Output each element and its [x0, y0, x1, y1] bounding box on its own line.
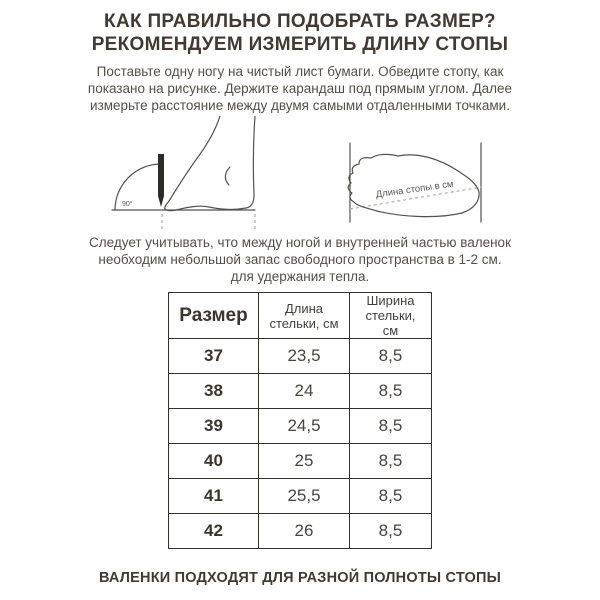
foot-side-pencil-illustration	[107, 116, 317, 231]
length-cell: 23,5	[259, 339, 350, 374]
width-cell: 8,5	[350, 479, 432, 514]
length-cell: 26	[259, 514, 350, 549]
note-line: необходим небольшой запас свободного пространства в 1-2 см.	[98, 252, 502, 267]
measuring-instructions	[0, 63, 600, 114]
page-title-line1: КАК ПРАВИЛЬНО ПОДОБРАТЬ РАЗМЕР?	[104, 11, 496, 32]
page-title	[0, 10, 600, 56]
page-title-line2: РЕКОМЕНДУЕМ ИЗМЕРИТЬ ДЛИНУ СТОПЫ	[91, 34, 509, 55]
width-cell: 8,5	[350, 339, 432, 374]
angle-label: 90°	[122, 201, 133, 208]
size-cell: 42	[169, 514, 259, 549]
ankle-mark	[225, 167, 230, 185]
size-cell: 41	[169, 479, 259, 514]
table-row	[169, 374, 432, 409]
size-cell: 37	[169, 339, 259, 374]
width-cell: 8,5	[350, 409, 432, 444]
footer-note: ВАЛЕНКИ ПОДХОДЯТ ДЛЯ РАЗНОЙ ПОЛНОТЫ СТОПЫ	[98, 570, 502, 586]
foot-side-outline	[165, 116, 255, 211]
table-row	[169, 479, 432, 514]
table-row	[169, 339, 432, 374]
instructions-line: показано на рисунке. Держите карандаш под прямым углом. Далее	[87, 81, 513, 96]
width-cell: 8,5	[350, 374, 432, 409]
note-line: Следует учитывать, что между ногой и внутренней частью валенок	[89, 235, 511, 250]
table-row	[169, 409, 432, 444]
pencil-icon	[158, 154, 164, 207]
table-header-length: Длина стельки, см	[259, 293, 350, 339]
table-row	[169, 444, 432, 479]
instructions-line: Поставьте одну ногу на чистый лист бумаги. Обведите стопу, как	[96, 64, 504, 79]
width-cell: 8,5	[350, 444, 432, 479]
size-table-header-row	[169, 293, 432, 339]
note-line: для удержания тепла.	[230, 269, 370, 284]
size-cell: 38	[169, 374, 259, 409]
length-cell: 25	[259, 444, 350, 479]
foot-length-measurement-illustration	[343, 129, 493, 229]
table-header-width: Ширина стельки, см	[350, 293, 432, 339]
width-cell: 8,5	[350, 514, 432, 549]
size-table	[168, 292, 432, 549]
length-cell: 25,5	[259, 479, 350, 514]
foot-length-label: Длина стопы в см	[375, 178, 455, 200]
table-row	[169, 514, 432, 549]
table-header-size: Размер	[169, 293, 259, 339]
illustrations-row	[0, 116, 600, 231]
size-cell: 39	[169, 409, 259, 444]
length-cell: 24	[259, 374, 350, 409]
size-cell: 40	[169, 444, 259, 479]
instructions-line: измерьте расстояние между двумя самыми отдаленными точками.	[90, 98, 510, 113]
fit-allowance-note	[0, 234, 600, 285]
length-cell: 24,5	[259, 409, 350, 444]
